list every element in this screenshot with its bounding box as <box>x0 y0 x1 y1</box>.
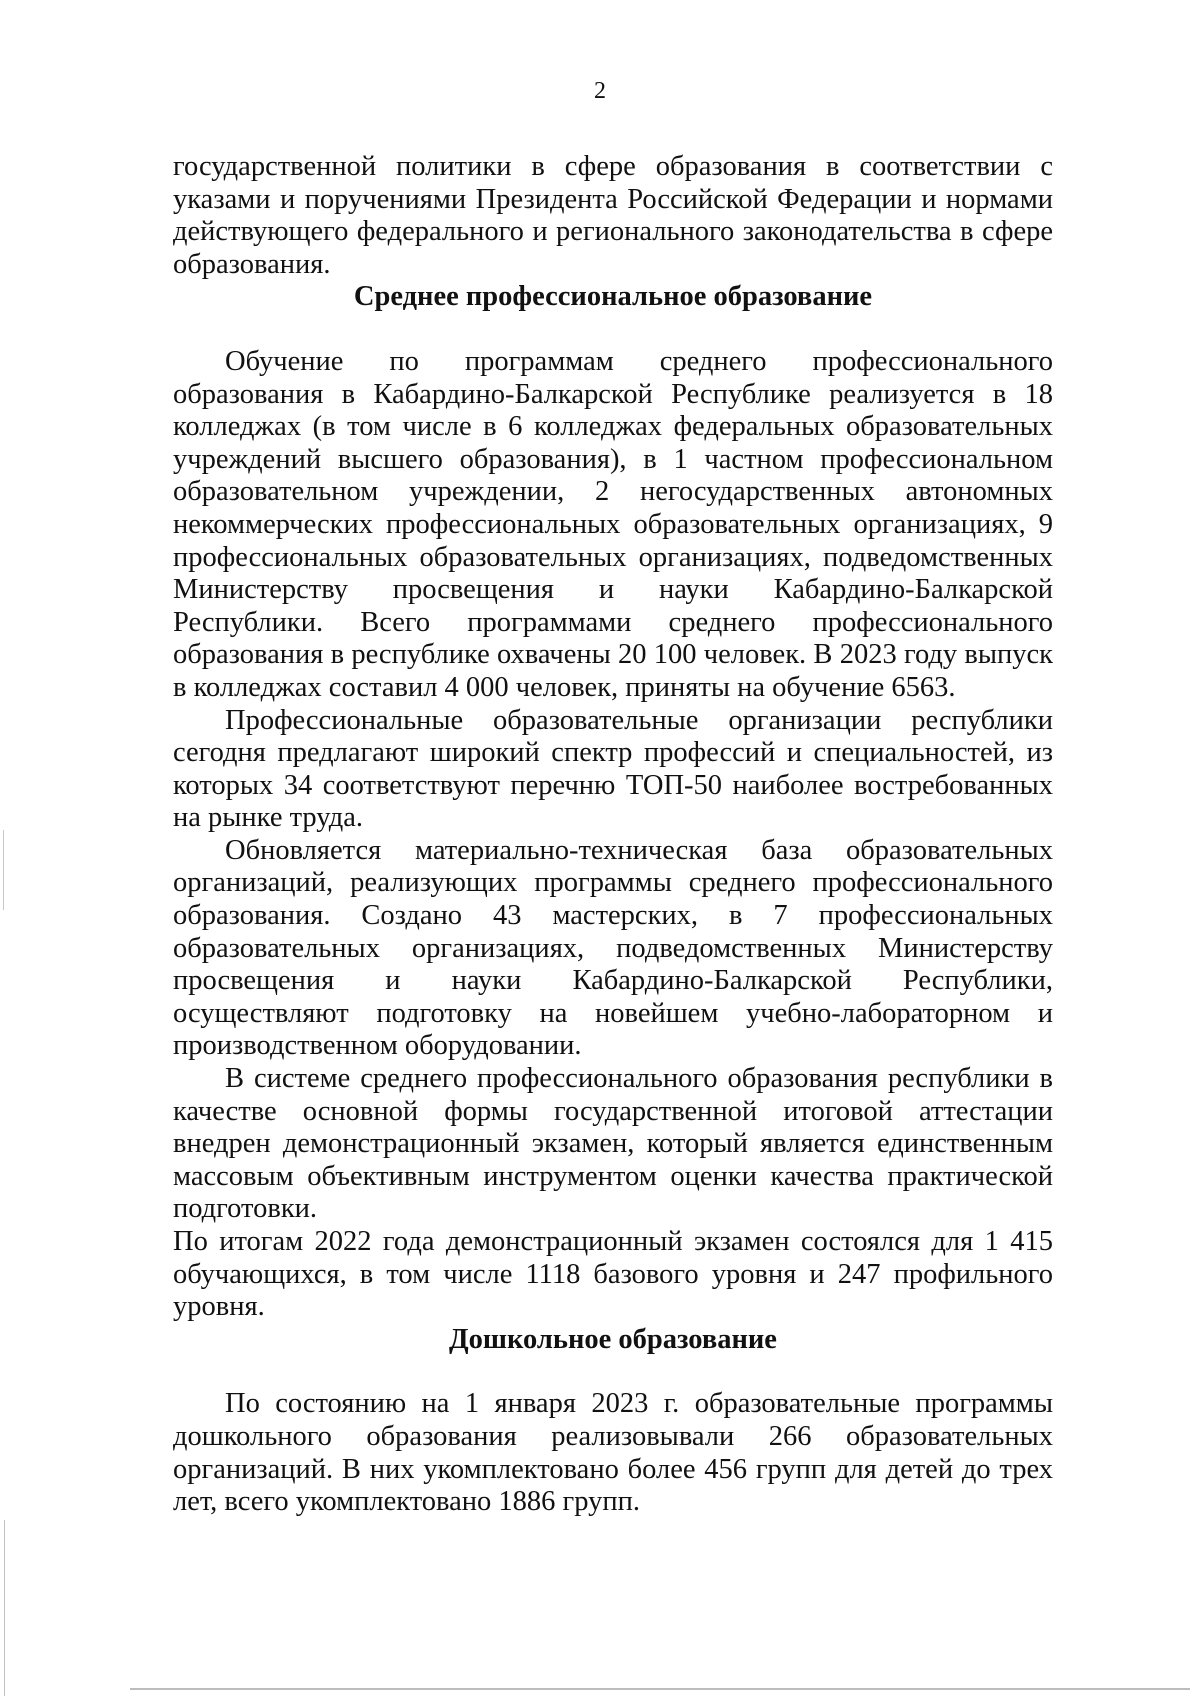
paragraph-spo-demo-exam: В системе среднего профессионального образования республики в качестве основной формы государственной итоговой аттестации внедрен демонстрационный экзамен, который является единственным массовым объективным инструментом оценки качества практической подготовки. <box>173 1063 1053 1225</box>
heading-spacer <box>173 314 1053 346</box>
heading-secondary-vocational-education: Среднее профессиональное образование <box>353 281 873 313</box>
paragraph-spo-colleges: Обучение по программам среднего профессионального образования в Кабардино-Балкарской Республике реализуется в 18 колледжах (в том числе в 6 колледжах федеральных образовательных учреждений высшего образования), в 1 частном профессиональном образовательном учреждении, 2 негосударственных автономных некоммерческих профессиональных образовательных организациях, 9 профессиональных образовательных организациях, подведомственных Министерству просвещения и науки Кабардино-Балкарской Республики. Всего программами среднего профессионального образования в республике охвачены 20 100 человек. В 2023 году выпуск в колледжах составил 4 000 человек, приняты на обучение 6563. <box>173 345 1053 703</box>
scan-artifact-left-bottom <box>4 1520 5 1696</box>
document-body <box>173 151 1053 1519</box>
paragraph-spo-professions: Профессиональные образовательные организации республики сегодня предлагают широкий спектр профессий и специальностей, из которых 34 соответствуют перечню ТОП-50 наиболее востребованных на рынке труда. <box>173 704 1053 834</box>
paragraph-spo-workshops: Обновляется материально-техническая база образовательных организаций, реализующих программы среднего профессионального образования. Создано 43 мастерских, в 7 профессиональных образовательных организациях, подведомственных Министерству просвещения и науки Кабардино-Балкарской Республики, осуществляют подготовку на новейшем учебно-лабораторном и производственном оборудовании. <box>173 834 1053 1062</box>
paragraph-intro: государственной политики в сфере образования в соответствии с указами и поручениями Президента Российской Федерации и нормами действующего федерального и регионального законодательства в сфере образования. <box>173 151 1053 280</box>
paragraph-spo-exam-results: По итогам 2022 года демонстрационный экзамен состоялся для 1 415 обучающихся, в том числе 1118 базового уровня и 247 профильного уровня. <box>173 1226 1053 1323</box>
paragraph-preschool-groups: По состоянию на 1 января 2023 г. образовательные программы дошкольного образования реализовывали 266 образовательных организаций. В них укомплектовано более 456 групп для детей до трех лет, всего укомплектовано 1886 групп. <box>173 1388 1053 1518</box>
scan-artifact-left <box>3 830 4 910</box>
heading-spacer <box>173 1356 1053 1388</box>
page-number: 2 <box>594 78 606 104</box>
scan-artifact-bottom <box>130 1688 1190 1690</box>
heading-preschool-education: Дошкольное образование <box>449 1323 777 1355</box>
